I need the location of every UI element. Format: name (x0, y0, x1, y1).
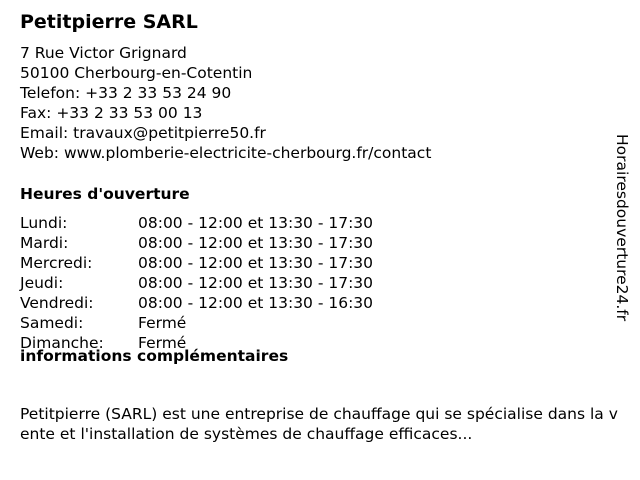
hours-day: Mardi: (20, 234, 69, 252)
phone-number: Telefon: +33 2 33 53 24 90 (20, 84, 232, 102)
hours-time: 08:00 - 12:00 et 13:30 - 16:30 (138, 294, 374, 312)
hours-row-lundi (20, 213, 440, 233)
hours-day: Jeudi: (20, 274, 64, 292)
hours-time: Fermé (138, 334, 187, 352)
city-address: 50100 Cherbourg-en-Cotentin (20, 64, 253, 82)
hours-day: Vendredi: (20, 294, 94, 312)
hours-time: 08:00 - 12:00 et 13:30 - 17:30 (138, 254, 374, 272)
opening-hours-heading: Heures d'ouverture (20, 185, 190, 203)
email-address: Email: travaux@petitpierre50.fr (20, 124, 266, 142)
hours-time: Fermé (138, 314, 187, 332)
hours-row-samedi (20, 313, 440, 333)
street-address: 7 Rue Victor Grignard (20, 44, 187, 62)
hours-day: Samedi: (20, 314, 84, 332)
business-name: Petitpierre SARL (20, 11, 198, 33)
hours-row-mercredi (20, 253, 440, 273)
fax-number: Fax: +33 2 33 53 00 13 (20, 104, 203, 122)
hours-time: 08:00 - 12:00 et 13:30 - 17:30 (138, 214, 374, 232)
hours-row-vendredi (20, 293, 440, 313)
additional-info-heading: informations complémentaires (20, 347, 289, 365)
hours-row-jeudi (20, 273, 440, 293)
hours-day: Dimanche: (20, 334, 104, 352)
contact-block (20, 43, 431, 163)
hours-day: Lundi: (20, 214, 68, 232)
hours-day: Mercredi: (20, 254, 93, 272)
site-watermark: Horairesdouverture24.fr (613, 134, 631, 322)
business-description: Petitpierre (SARL) est une entreprise de chauffage qui se spécialise dans la vente et l'installation de systèmes de chauffage efficaces... (20, 405, 618, 443)
hours-time: 08:00 - 12:00 et 13:30 - 17:30 (138, 234, 374, 252)
website-address: Web: www.plomberie-electricite-cherbourg.fr/contact (20, 144, 432, 162)
hours-row-mardi (20, 233, 440, 253)
hours-time: 08:00 - 12:00 et 13:30 - 17:30 (138, 274, 374, 292)
opening-hours-table (20, 213, 440, 353)
